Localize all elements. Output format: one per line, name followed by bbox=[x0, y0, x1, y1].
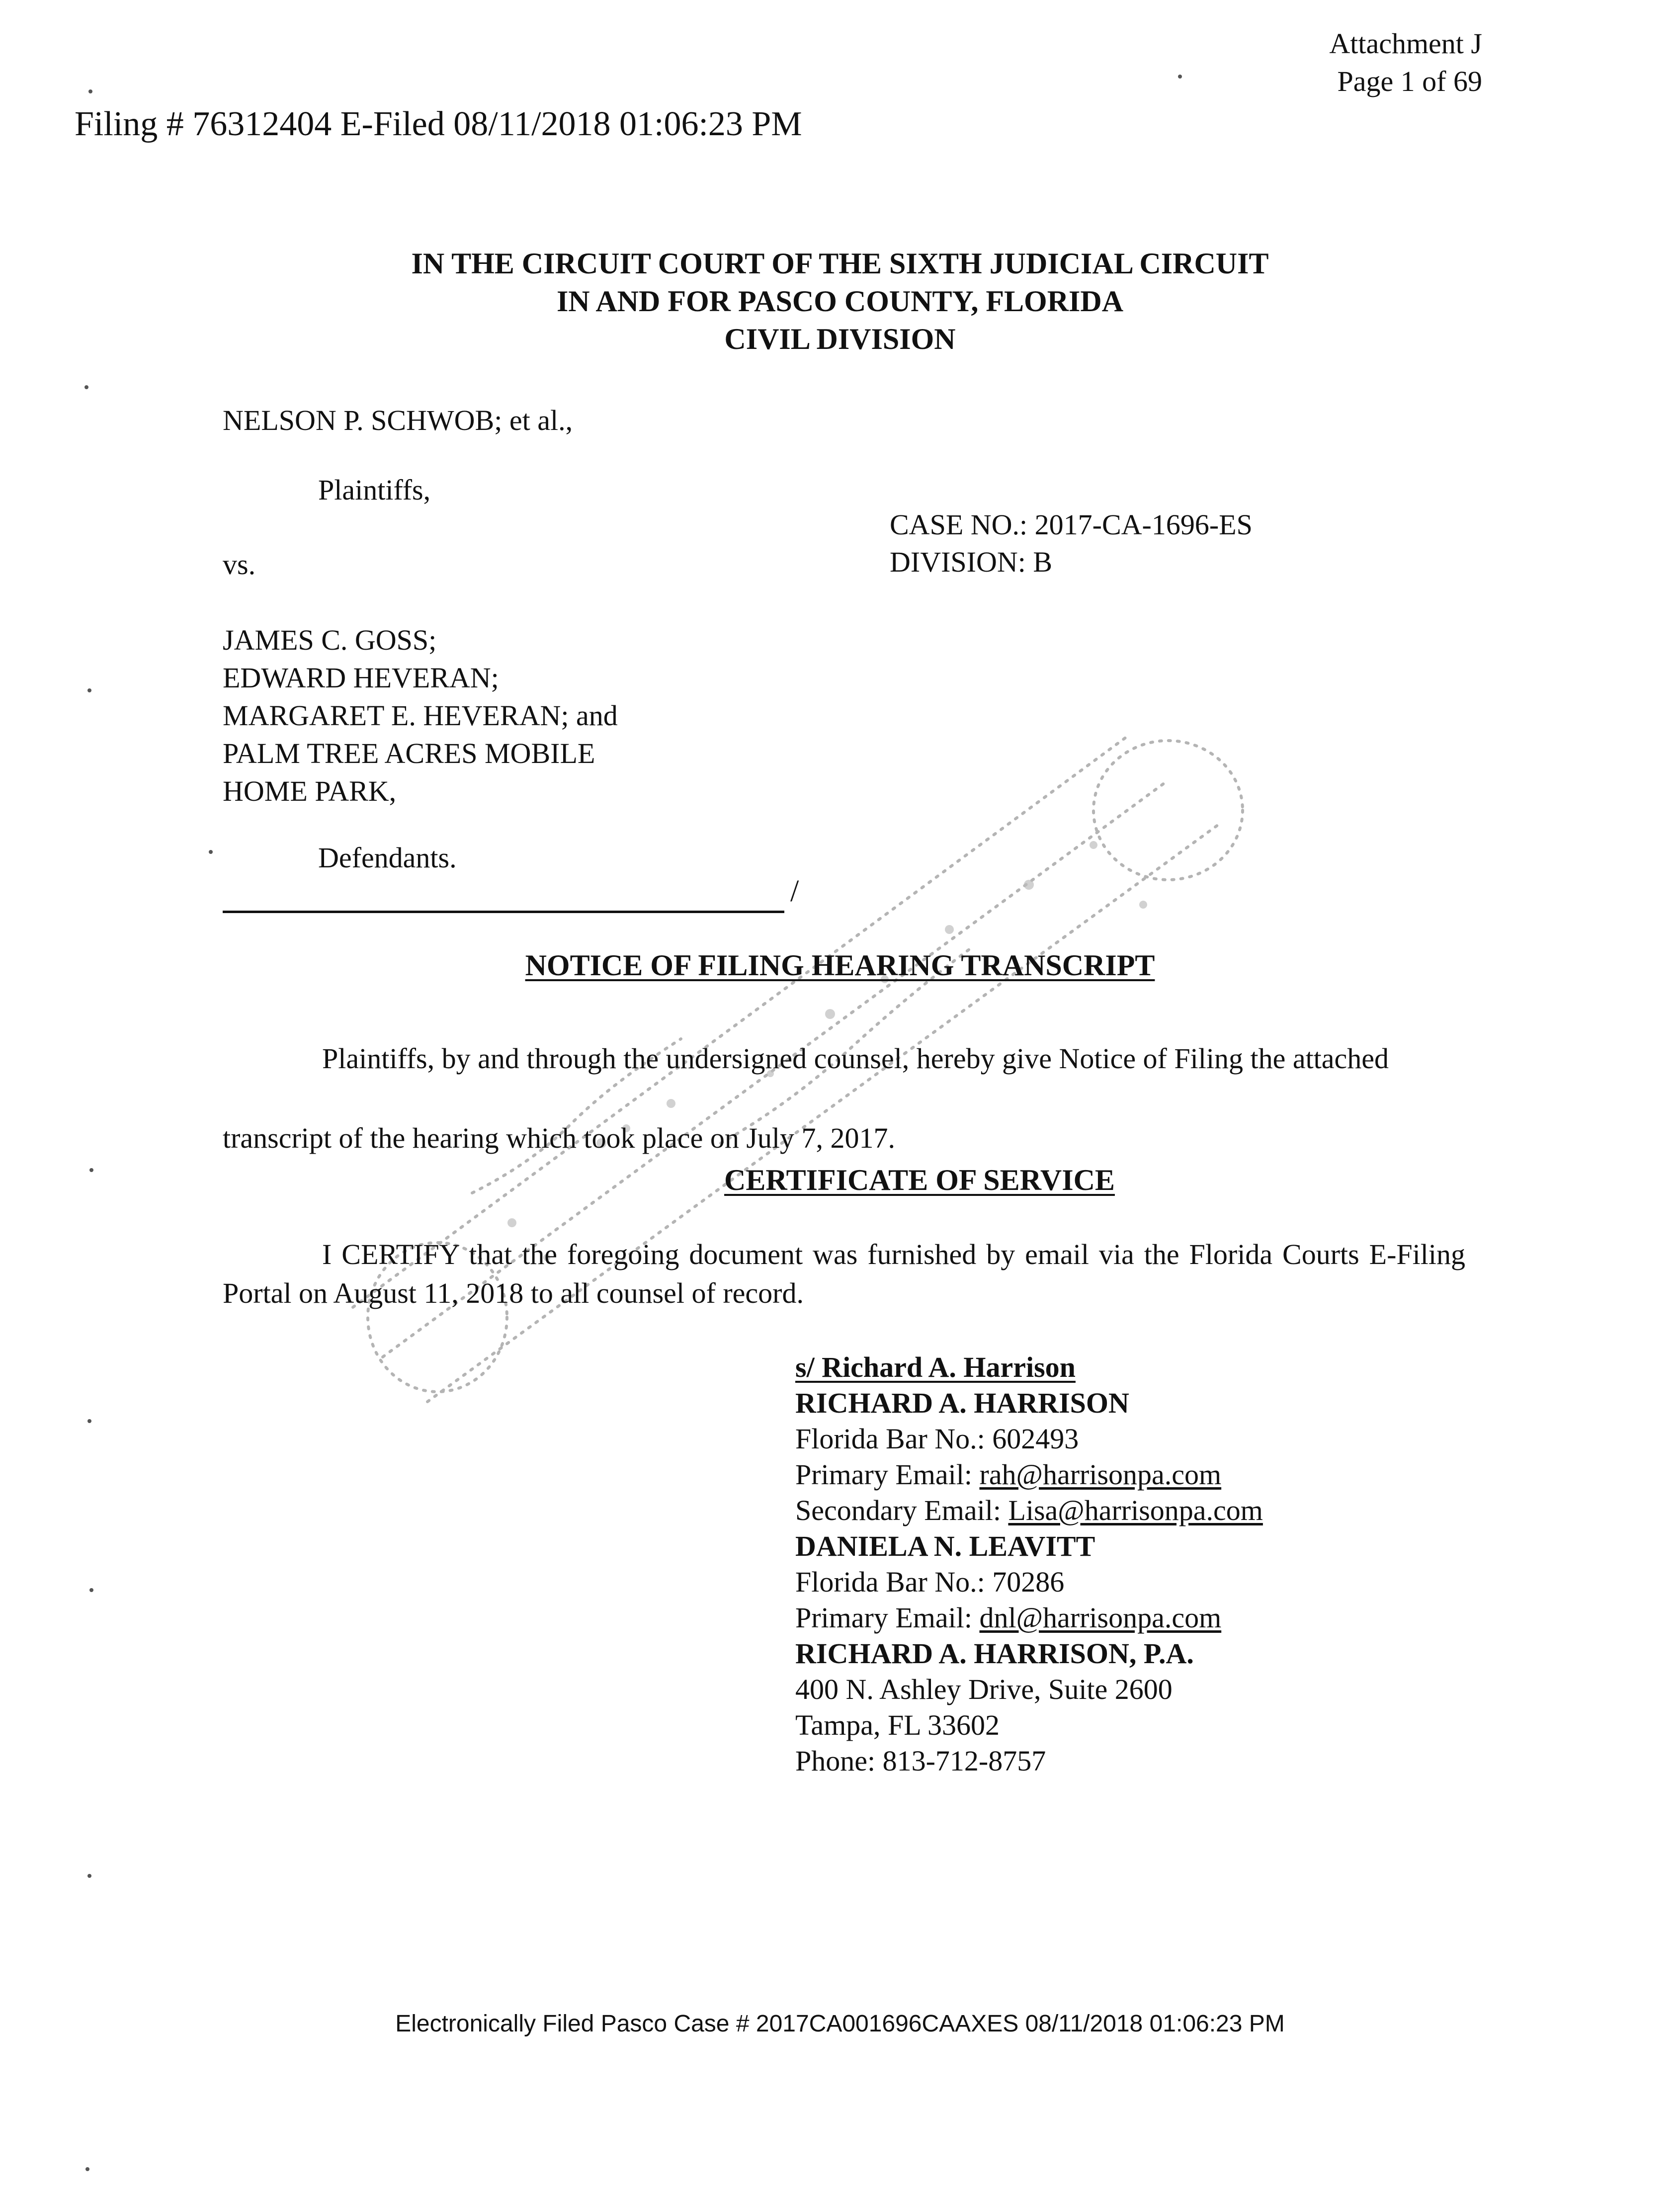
attachment-header bbox=[1329, 25, 1482, 100]
notice-body bbox=[223, 1019, 1465, 1178]
primary-email-link-1[interactable]: rah@harrisonpa.com bbox=[979, 1458, 1222, 1491]
defendant-line: JAMES C. GOSS; bbox=[223, 624, 437, 656]
certificate-body-text: I CERTIFY that the foregoing document was furnished by email via the Florida Courts E-Filing Portal on August 11, 2018 to all counsel of record. bbox=[223, 1238, 1465, 1309]
court-line-2: IN AND FOR PASCO COUNTY, FLORIDA bbox=[556, 285, 1124, 318]
defendant-line: MARGARET E. HEVERAN; and bbox=[223, 699, 618, 732]
address-line-1: 400 N. Ashley Drive, Suite 2600 bbox=[795, 1673, 1173, 1705]
certificate-body bbox=[223, 1235, 1465, 1313]
scan-speck bbox=[87, 1419, 91, 1423]
primary-email-row-1 bbox=[795, 1457, 1263, 1493]
secondary-email-link[interactable]: Lisa@harrisonpa.com bbox=[1008, 1494, 1263, 1526]
address-line-2: Tampa, FL 33602 bbox=[795, 1709, 1000, 1741]
defendants-label: Defendants. bbox=[318, 842, 457, 874]
primary-email-label-2: Primary Email: bbox=[795, 1602, 980, 1634]
scan-speck bbox=[209, 850, 213, 854]
secondary-email-label: Secondary Email: bbox=[795, 1494, 1008, 1526]
notice-title: NOTICE OF FILING HEARING TRANSCRIPT bbox=[525, 949, 1155, 982]
division: DIVISION: B bbox=[890, 546, 1053, 578]
signature-block bbox=[795, 1350, 1263, 1779]
attorney-name-2: DANIELA N. LEAVITT bbox=[795, 1530, 1095, 1562]
plaintiffs-label: Plaintiffs, bbox=[318, 474, 431, 506]
page-number: Page 1 of 69 bbox=[1337, 65, 1482, 97]
court-heading bbox=[348, 245, 1332, 358]
primary-email-label-1: Primary Email: bbox=[795, 1458, 980, 1491]
law-firm-name: RICHARD A. HARRISON, P.A. bbox=[795, 1637, 1194, 1670]
attorney-name-1: RICHARD A. HARRISON bbox=[795, 1387, 1129, 1419]
defendants-list bbox=[223, 621, 618, 810]
secondary-email-row bbox=[795, 1493, 1263, 1528]
filing-stamp-line: Filing # 76312404 E-Filed 08/11/2018 01:06:23 PM bbox=[75, 105, 802, 143]
electronic-signature: s/ Richard A. Harrison bbox=[795, 1351, 1076, 1383]
plaintiff-name: NELSON P. SCHWOB; et al., bbox=[223, 404, 573, 436]
caption-slash: / bbox=[790, 874, 799, 908]
court-line-3: CIVIL DIVISION bbox=[724, 323, 956, 355]
bar-number-1: Florida Bar No.: 602493 bbox=[795, 1423, 1079, 1455]
court-line-1: IN THE CIRCUIT COURT OF THE SIXTH JUDICIAL CIRCUIT bbox=[411, 247, 1269, 280]
primary-email-row-2 bbox=[795, 1600, 1263, 1636]
scan-speck bbox=[87, 688, 91, 692]
scan-speck bbox=[1178, 75, 1182, 79]
attachment-label: Attachment J bbox=[1329, 27, 1482, 60]
scan-speck bbox=[85, 2167, 89, 2171]
scan-speck bbox=[84, 385, 88, 389]
defendant-line: EDWARD HEVERAN; bbox=[223, 662, 499, 694]
scan-speck bbox=[88, 89, 92, 93]
phone-number: Phone: 813-712-8757 bbox=[795, 1745, 1046, 1777]
scan-speck bbox=[89, 1588, 93, 1592]
scan-speck bbox=[87, 1874, 91, 1878]
caption-divider bbox=[223, 911, 784, 913]
scan-speck bbox=[89, 1168, 93, 1172]
primary-email-link-2[interactable]: dnl@harrisonpa.com bbox=[979, 1602, 1222, 1634]
notice-body-text: Plaintiffs, by and through the undersigned counsel, hereby give Notice of Filing the attached transcript of the hearing which took place on July 7, 2017. bbox=[223, 1042, 1389, 1154]
certificate-title: CERTIFICATE OF SERVICE bbox=[724, 1164, 1115, 1196]
defendant-line: PALM TREE ACRES MOBILE bbox=[223, 737, 595, 769]
electronic-filing-footer: Electronically Filed Pasco Case # 2017CA001696CAAXES 08/11/2018 01:06:23 PM bbox=[395, 2011, 1285, 2037]
versus-label: vs. bbox=[223, 548, 256, 581]
defendant-line: HOME PARK, bbox=[223, 775, 397, 807]
case-number: CASE NO.: 2017-CA-1696-ES bbox=[890, 508, 1253, 541]
bar-number-2: Florida Bar No.: 70286 bbox=[795, 1566, 1065, 1598]
